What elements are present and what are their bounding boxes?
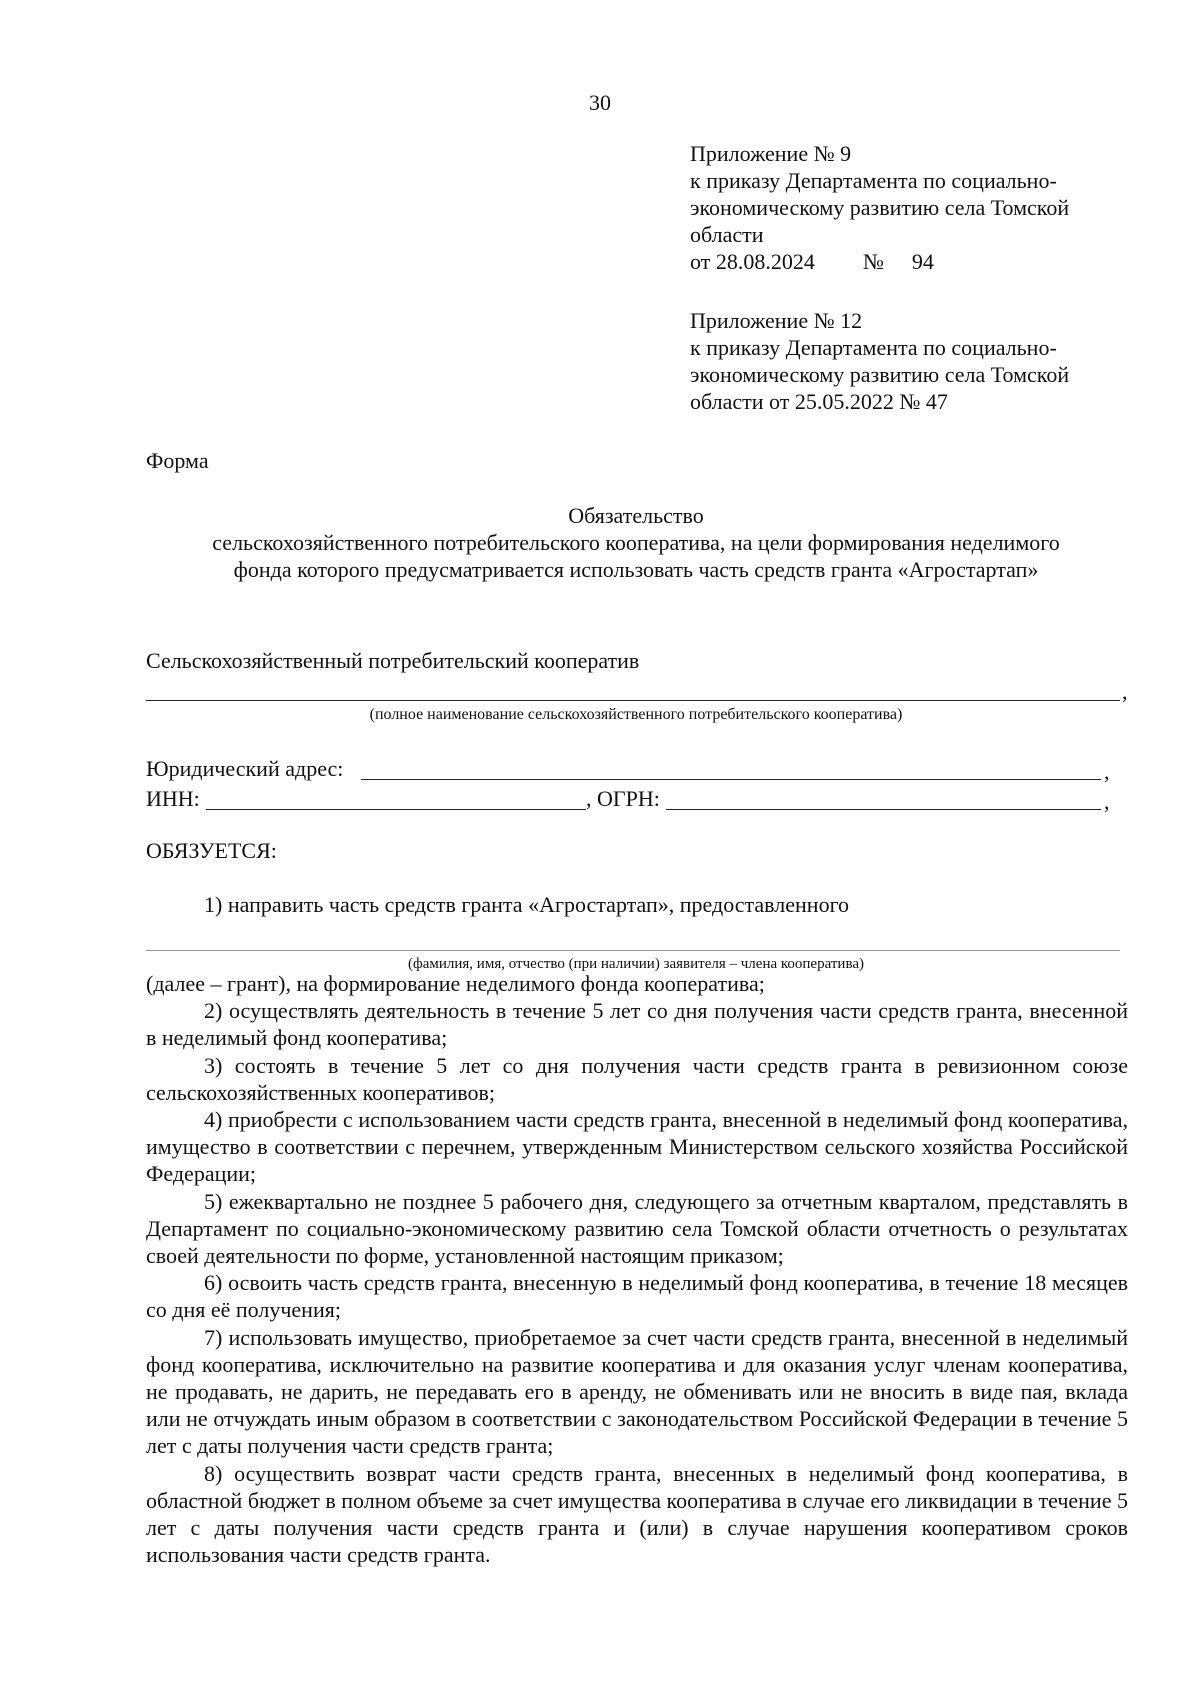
legal-address-line — [361, 779, 1101, 780]
appendix-9-line4: области — [690, 222, 764, 247]
cooperative-name-comma: , — [1122, 679, 1128, 704]
page-number: 30 — [589, 90, 611, 115]
paragraph-3: 3) состоять в течение 5 лет со дня получения части средств гранта в ревизионном союзе сельскохозяйственных кооперативов; — [146, 1052, 1128, 1105]
appendix-9-line3: экономическому развитию села Томской — [690, 195, 1070, 220]
title-line1: Обязательство — [568, 503, 704, 528]
paragraph-8: 8) осуществить возврат части средств гранта, внесенных в неделимый фонд кооператива, в областной бюджет в полном объеме за счет имущества кооператива в случае его ликвидации в течение 5 лет с даты получения части средств гранта и (или) в случае нарушения кооперативом сроков использования части средств гранта. — [146, 1460, 1128, 1568]
applicant-caption: (фамилия, имя, отчество (при наличии) заявителя – члена кооператива) — [408, 956, 864, 972]
item-1-text: 1) направить часть средств гранта «Агростартап», предоставленного — [204, 892, 850, 917]
appendix-9-line2: к приказу Департамента по социально- — [690, 168, 1057, 193]
ogrn-label: , ОГРН: — [586, 786, 660, 811]
appendix-9-date-line — [690, 248, 1130, 275]
inn-label: ИНН: — [146, 786, 200, 811]
legal-address-comma: , — [1104, 759, 1110, 784]
obligations-body — [146, 970, 1128, 1568]
paragraph-2: 2) осуществлять деятельность в течение 5 лет со дня получения части средств гранта, внесенной в неделимый фонд кооператива; — [146, 998, 1128, 1051]
applicant-line — [146, 950, 1120, 951]
appendix-12-line1: Приложение № 12 — [690, 308, 863, 333]
paragraph-5: 5) ежеквартально не позднее 5 рабочего дня, следующего за отчетным кварталом, представлять в Департамент по социально-экономическому развитию села Томской области отчетность о результатах своей деятельности по форме, установленной настоящим приказом; — [146, 1188, 1128, 1269]
appendix-12-line2: к приказу Департамента по социально- — [690, 335, 1057, 360]
appendix-9-number: 94 — [911, 249, 934, 274]
appendix-12-line4: области от 25.05.2022 № 47 — [690, 389, 948, 414]
document-title — [146, 502, 1126, 583]
cooperative-caption: (полное наименование сельскохозяйственного потребительского кооператива) — [369, 706, 903, 723]
title-line2: сельскохозяйственного потребительского кооператива, на цели формирования неделимого — [212, 530, 1060, 555]
paragraph-7: 7) использовать имущество, приобретаемое за счет части средств гранта, внесенной в неделимый фонд кооператива, исключительно на развитие кооператива и для оказания услуг членам кооператива, не продавать, не дарить, не передавать его в аренду, не обменивать или не вносить в виде пая, вклада или не отчуждать иным образом в соответствии с законодательством Российской Федерации в течение 5 лет с даты получения части средств гранта; — [146, 1324, 1128, 1459]
appendix-9-line1: Приложение № 9 — [690, 141, 852, 166]
title-line3: фонда которого предусматривается использовать часть средств гранта «Агростартап» — [233, 557, 1039, 582]
paragraph-1-continuation: (далее – грант), на формирование неделимого фонда кооператива; — [146, 971, 765, 996]
appendix-9-block — [690, 140, 1130, 275]
appendix-12-block — [690, 307, 1130, 415]
ogrn-line — [666, 809, 1101, 810]
appendix-12-line3: экономическому развитию села Томской — [690, 362, 1070, 387]
legal-address-label: Юридический адрес: — [146, 756, 344, 781]
cooperative-name-line — [146, 700, 1120, 701]
form-label: Форма — [146, 448, 209, 473]
paragraph-6: 6) освоить часть средств гранта, внесенную в неделимый фонд кооператива, в течение 18 месяцев со дня её получения; — [146, 1270, 1128, 1323]
cooperative-label: Сельскохозяйственный потребительский кооператив — [146, 648, 640, 673]
ogrn-comma: , — [1104, 789, 1110, 814]
paragraph-4: 4) приобрести с использованием части средств гранта, внесенной в неделимый фонд кооператива, имущество в соответствии с перечнем, утвержденным Министерством сельского хозяйства Российской Федерации; — [146, 1107, 1128, 1187]
inn-line — [206, 809, 586, 810]
appendix-9-num-sign: № — [862, 249, 884, 274]
obligates-label: ОБЯЗУЕТСЯ: — [146, 838, 277, 863]
appendix-9-date-prefix: от — [690, 249, 711, 274]
appendix-9-date: 28.08.2024 — [715, 249, 815, 274]
